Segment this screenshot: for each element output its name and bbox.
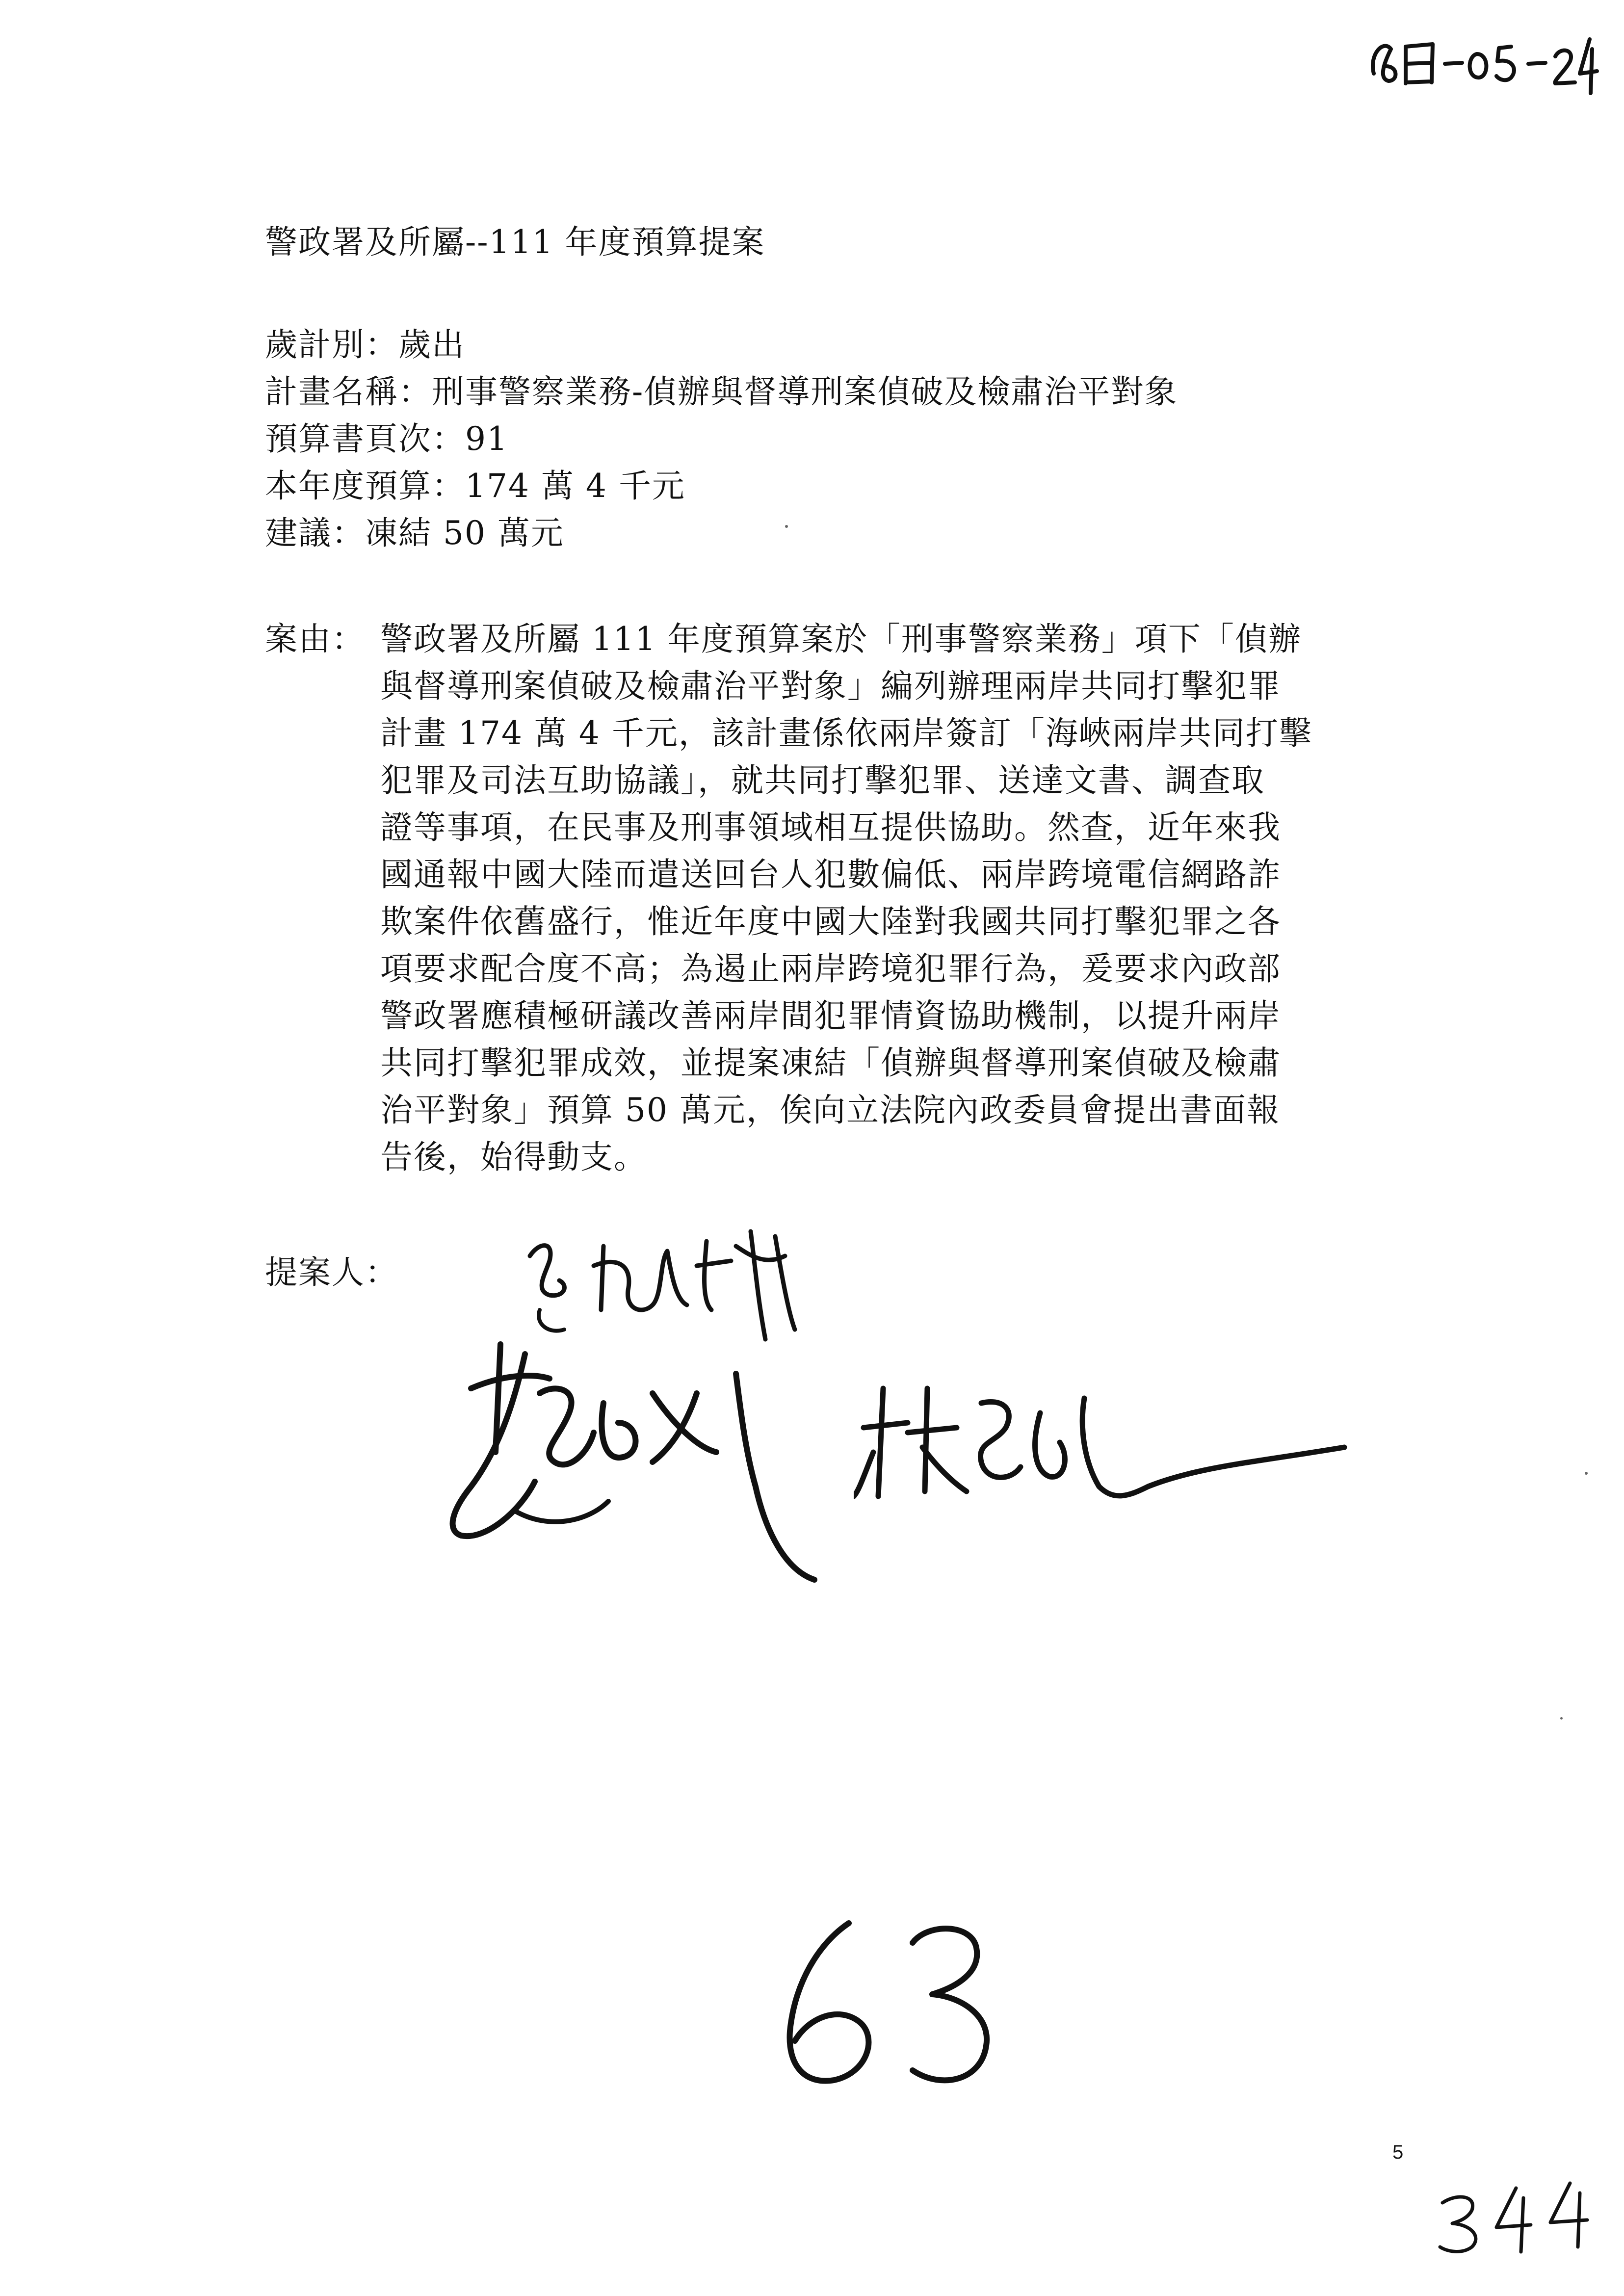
reason-line: 證等事項，在民事及刑事領域相互提供協助。然查，近年來我 <box>380 809 1281 846</box>
reason-line: 與督導刑案偵破及檢肅治平對象」編列辦理兩岸共同打擊犯罪 <box>380 667 1281 705</box>
document-title: 警政署及所屬--111 年度預算提案 <box>265 223 765 261</box>
scan-speck <box>1560 1717 1563 1720</box>
meta-budget-page: 預算書頁次：91 <box>265 420 508 458</box>
reason-line: 告後，始得動支。 <box>380 1138 647 1176</box>
reason-line: 欺案件依舊盛行，惟近年度中國大陸對我國共同打擊犯罪之各 <box>380 903 1281 940</box>
handwritten-date-stamp <box>1364 20 1599 98</box>
page-number: 5 <box>1392 2141 1404 2163</box>
reason-line: 警政署應積極研議改善兩岸間犯罪情資協助機制，以提升兩岸 <box>380 997 1281 1035</box>
meta-plan-name: 計畫名稱：刑事警察業務-偵辦與督導刑案偵破及檢肅治平對象 <box>265 373 1178 411</box>
signature-3 <box>854 1369 1364 1526</box>
signature-2 <box>442 1325 844 1599</box>
reason-line: 共同打擊犯罪成效，並提案凍結「偵辦與督導刑案偵破及檢肅 <box>380 1044 1281 1082</box>
meta-budget-category: 歲計別：歲出 <box>265 326 465 364</box>
reason-line: 犯罪及司法互助協議」，就共同打擊犯罪、送達文書、調查取 <box>380 761 1265 799</box>
reason-label: 案由： <box>265 620 365 658</box>
reason-line: 項要求配合度不高；為遏止兩岸跨境犯罪行為，爰要求內政部 <box>380 950 1281 988</box>
reason-line: 國通報中國大陸而遣送回台人犯數偏低、兩岸跨境電信網路詐 <box>380 856 1281 893</box>
scan-speck <box>1585 1472 1588 1475</box>
reason-line: 治平對象」預算 50 萬元，俟向立法院內政委員會提出書面報 <box>380 1091 1280 1129</box>
reason-body <box>380 616 1479 1181</box>
reason-line: 計畫 174 萬 4 千元，該計畫係依兩岸簽訂「海峽兩岸共同打擊 <box>380 714 1312 752</box>
meta-annual-budget: 本年度預算：174 萬 4 千元 <box>265 467 685 505</box>
reason-line: 警政署及所屬 111 年度預算案於「刑事警察業務」項下「偵辦 <box>380 620 1302 658</box>
handwritten-number <box>765 1904 1021 2110</box>
handwritten-page-number <box>1433 2173 1595 2257</box>
scan-speck <box>785 525 788 528</box>
proposer-label: 提案人： <box>265 1253 398 1291</box>
meta-suggestion: 建議：凍結 50 萬元 <box>265 514 564 552</box>
budget-meta <box>265 321 1393 557</box>
